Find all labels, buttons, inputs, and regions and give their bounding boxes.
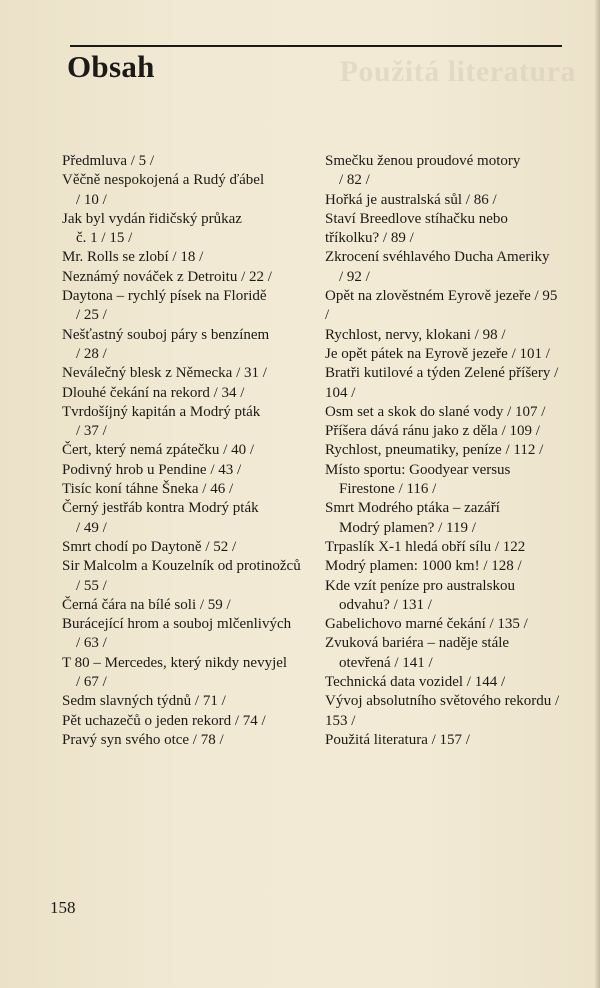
toc-entry-continuation: / 63 / — [76, 635, 107, 652]
toc-entry-title: Jak byl vydán řidičský průkaz — [62, 210, 242, 227]
toc-entry-title: Hořká je australská sůl / 86 / — [325, 191, 497, 208]
toc-entry — [62, 210, 302, 249]
toc-entry-title: Smrt chodí po Daytoně / 52 / — [62, 538, 237, 555]
toc-entry-title: Tvrdošíjný kapitán a Modrý pták — [62, 403, 261, 420]
page-number: 158 — [50, 898, 76, 917]
toc-entry — [325, 345, 565, 364]
toc-entry-title: Je opět pátek na Eyrově jezeře / 101 / — [325, 345, 550, 362]
toc-right-column — [325, 152, 565, 750]
toc-entry-title: Předmluva / 5 / — [62, 153, 155, 169]
toc-entry-title: Bratři kutilové a týden Zelené příšery / 104 / — [325, 365, 559, 401]
toc-entry — [325, 538, 565, 557]
toc-entry — [62, 287, 302, 326]
toc-entry — [62, 152, 302, 171]
toc-entry — [325, 210, 565, 249]
toc-entry-title: Rychlost, pneumatiky, peníze / 112 / — [325, 442, 544, 459]
toc-entry — [62, 248, 302, 267]
page-title: Obsah — [67, 49, 155, 84]
toc-entry — [62, 326, 302, 365]
toc-entry — [62, 557, 302, 596]
toc-entry-title: T 80 – Mercedes, který nikdy nevyjel — [62, 654, 288, 671]
toc-entry — [325, 248, 565, 287]
toc-entry-title: Neznámý nováček z Detroitu / 22 / — [62, 268, 272, 285]
toc-entry — [325, 422, 565, 441]
toc-entry-continuation: / 25 / — [76, 307, 107, 324]
toc-entry-title: Sir Malcolm a Kouzelník od protinožců — [62, 558, 301, 575]
toc-entry-title: Věčně nespokojená a Rudý ďábel — [62, 172, 265, 189]
toc-entry — [325, 673, 565, 692]
toc-entry — [62, 712, 302, 731]
toc-left-column — [62, 152, 302, 750]
toc-entry-title: Neválečný blesk z Německa / 31 / — [62, 365, 267, 382]
toc-entry-continuation: / 55 / — [76, 577, 107, 594]
toc-entry — [62, 461, 302, 480]
toc-entry-continuation: / 10 / — [76, 191, 107, 208]
toc-entry-title: Tisíc koní táhne Šneka / 46 / — [62, 481, 234, 498]
toc-entry-title: Mr. Rolls se zlobí / 18 / — [62, 249, 204, 266]
toc-entry-continuation: otevřená / 141 / — [339, 654, 433, 671]
toc-entry-title: Černá čára na bílé soli / 59 / — [62, 596, 231, 613]
toc-entry — [325, 731, 565, 750]
toc-entry — [325, 692, 565, 731]
toc-entry — [62, 731, 302, 750]
toc-entry-title: Podivný hrob u Pendine / 43 / — [62, 461, 242, 478]
toc-entry — [325, 557, 565, 576]
toc-entry-title: Zkrocení svéhlavého Ducha Ameriky — [325, 249, 550, 266]
top-rule — [70, 45, 562, 47]
toc-entry — [325, 403, 565, 422]
toc-entry — [62, 441, 302, 460]
toc-entry — [325, 499, 565, 538]
toc-entry — [62, 384, 302, 403]
toc-entry-title: Pravý syn svého otce / 78 / — [62, 731, 224, 748]
toc-entry — [62, 364, 302, 383]
toc-entry — [325, 326, 565, 345]
toc-entry-title: Zvuková bariéra – naděje stále — [325, 635, 510, 652]
toc-entry — [62, 499, 302, 538]
toc-entry — [325, 634, 565, 673]
toc-entry — [325, 577, 565, 616]
toc-entry-continuation: Firestone / 116 / — [339, 481, 437, 498]
toc-entry-title: Pět uchazečů o jeden rekord / 74 / — [62, 712, 266, 729]
toc-entry — [325, 152, 565, 191]
toc-entry — [62, 171, 302, 210]
toc-entry-title: Černý jestřáb kontra Modrý pták — [62, 500, 259, 517]
toc-entry — [325, 441, 565, 460]
toc-entry-title: Použitá literatura / 157 / — [325, 731, 470, 748]
toc-entry-title: Rychlost, nervy, klokani / 98 / — [325, 326, 506, 343]
toc-entry — [62, 654, 302, 693]
toc-entry-continuation: / 92 / — [339, 268, 370, 285]
toc-entry-title: Místo sportu: Goodyear versus — [325, 461, 511, 478]
toc-entry-title: Modrý plamen: 1000 km! / 128 / — [325, 558, 522, 575]
toc-entry-continuation: / 49 / — [76, 519, 107, 536]
toc-entry — [62, 268, 302, 287]
toc-entry-title: Smrt Modrého ptáka – zazáří — [325, 500, 500, 517]
toc-entry-title: Smečku ženou proudové motory — [325, 153, 521, 169]
toc-entry — [325, 287, 565, 326]
toc-entry — [62, 480, 302, 499]
toc-entry — [325, 191, 565, 210]
toc-entry-title: Čert, který nemá zpátečku / 40 / — [62, 442, 255, 459]
toc-entry-title: Burácející hrom a souboj mlčenlivých — [62, 616, 292, 633]
toc-entry — [62, 692, 302, 711]
toc-entry — [325, 364, 565, 403]
toc-entry-continuation: / 37 / — [76, 423, 107, 440]
toc-entry-continuation: Modrý plamen? / 119 / — [339, 519, 476, 536]
toc-entry-title: Staví Breedlove stíhačku nebo tříkolku? / 89 / — [325, 210, 508, 247]
toc-entry-title: Gabelichovo marné čekání / 135 / — [325, 616, 528, 633]
toc-entry-continuation: / 67 / — [76, 674, 107, 691]
toc-entry-continuation: / 82 / — [339, 172, 370, 189]
toc-entry-title: Osm set a skok do slané vody / 107 / — [325, 403, 546, 420]
toc-entry-title: Nešťastný souboj páry s benzínem — [62, 326, 270, 343]
toc-entry — [62, 615, 302, 654]
toc-entry — [62, 596, 302, 615]
toc-entry-continuation: / 28 / — [76, 345, 107, 362]
page-edge-shadow — [594, 0, 600, 988]
toc-entry — [325, 615, 565, 634]
toc-entry — [325, 461, 565, 500]
toc-entry-title: Technická data vozidel / 144 / — [325, 674, 506, 691]
toc-entry-title: Daytona – rychlý písek na Floridě — [62, 288, 267, 305]
toc-entry — [62, 538, 302, 557]
toc-entry-title: Sedm slavných týdnů / 71 / — [62, 693, 226, 710]
toc-entry-title: Vývoj absolutního světového rekordu / 153 / — [325, 693, 560, 729]
toc-entry-continuation: odvahu? / 131 / — [339, 596, 432, 613]
toc-entry-title: Trpaslík X-1 hledá obří sílu / 122 — [325, 538, 526, 555]
toc-entry-title: Kde vzít peníze pro australskou — [325, 577, 515, 594]
toc-entry-title: Dlouhé čekání na rekord / 34 / — [62, 384, 245, 401]
toc-entry — [62, 403, 302, 442]
toc-entry-title: Opět na zlověstném Eyrově jezeře / 95 / — [325, 288, 558, 324]
toc-entry-continuation: č. 1 / 15 / — [76, 230, 133, 247]
toc-entry-title: Příšera dává ránu jako z děla / 109 / — [325, 423, 540, 440]
bleed-through-heading: Použitá literatura — [339, 55, 576, 88]
